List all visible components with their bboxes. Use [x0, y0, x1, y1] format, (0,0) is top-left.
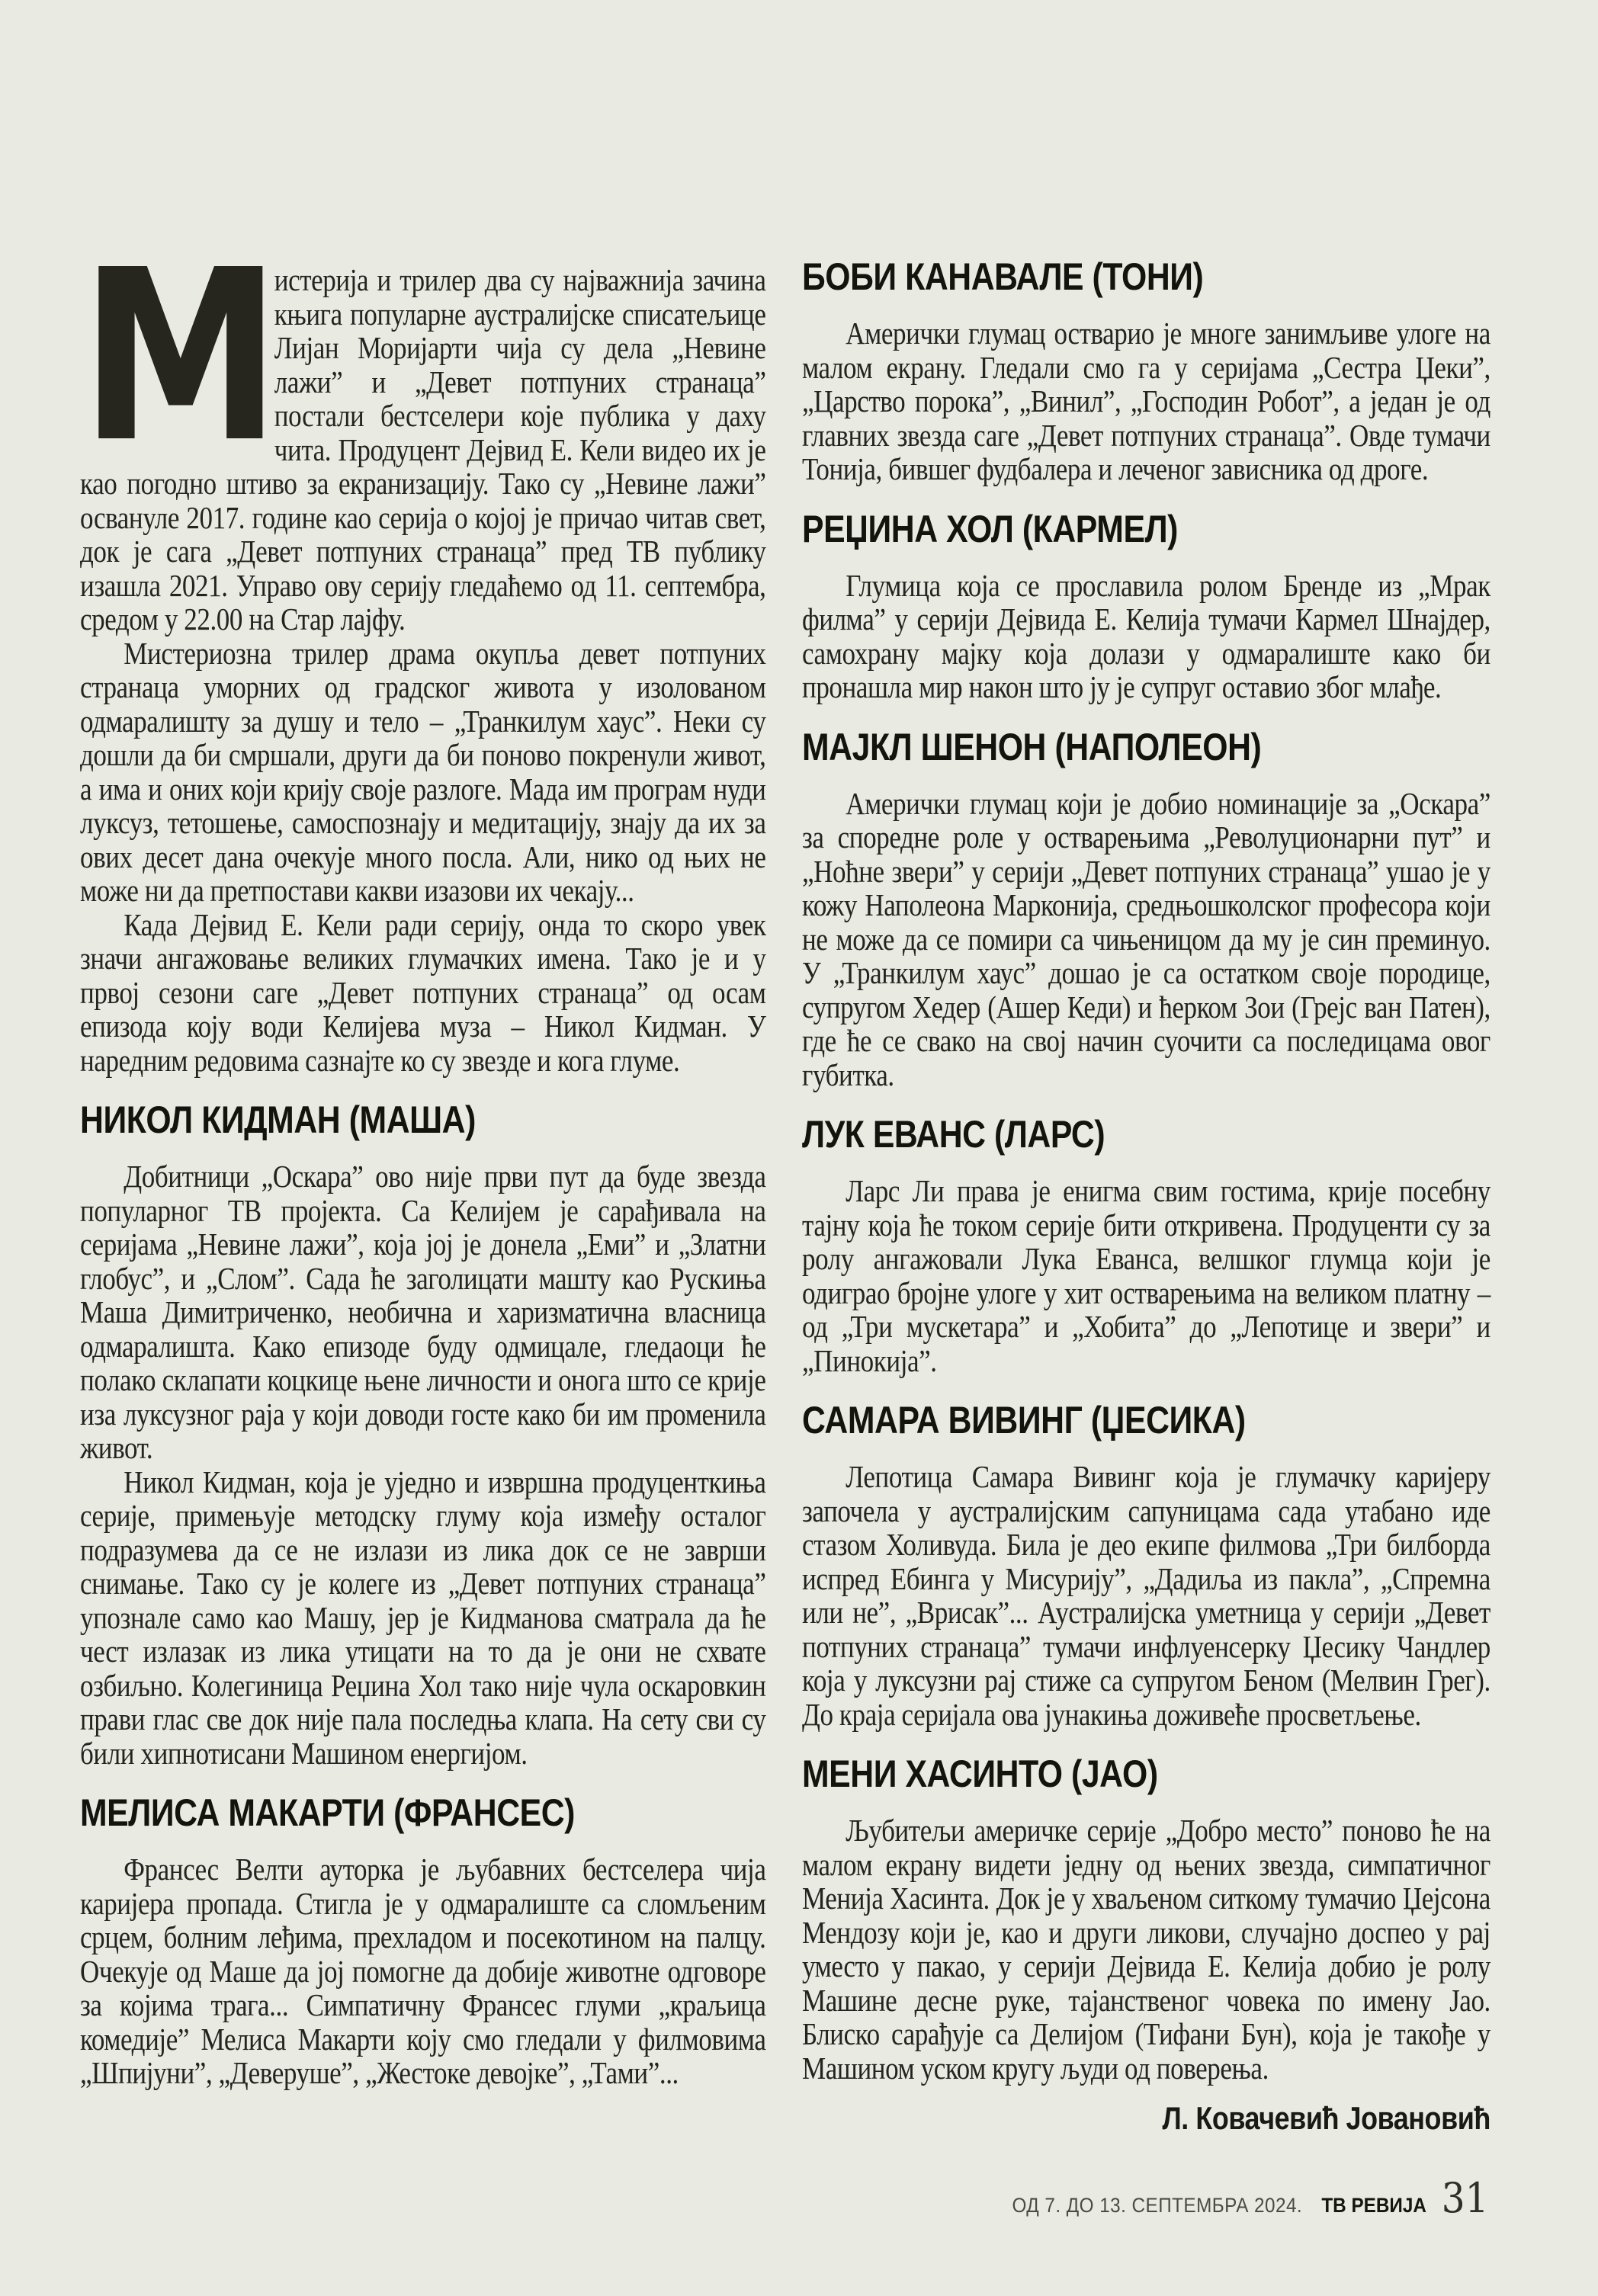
lead-text: истерија и трилер два су најважнија зачина књига популарне аустралијске списатељице Лијан Моријарти чија су дела „Невине лажи” и „Девет потпуних странаца” постали бестселери које публика у даху чита. Продуцент Дејвид Е. Кели видео их је као погодно штиво за екранизацију. Тако су „Невине лажи” освануле 2017. године као серија о којој је причао читав свет, док је сага „Девет потпуних странаца” пред ТВ публику изашла 2021. Управо ову серију гледаћемо од 11. септембра, средом у 22.00 на Стар лајфу. [80, 262, 766, 637]
drop-cap-letter: М [80, 220, 281, 495]
section-heading: ЛУК ЕВАНС (ЛАРС) [802, 1113, 1105, 1156]
right-sections [802, 257, 1491, 2085]
section-paragraph: Амерички глумац остварио је многе занимљиве улоге на малом екрану. Гледали смо га у серијама „Сестра Џеки”, „Царство порока”, „Винил”, „Господин Робот”, а један је од главних звезда саге „Девет потпуних странаца”. Овде тумачи Тонија, бившег фудбалера и леченог зависника од дроге. [802, 316, 1491, 486]
section-paragraph: Ларс Ли права је енигма свим гостима, крије посебну тајну која ће током серије бити откривена. Продуценти су за ролу ангажовали Лука Еванса, велшког глумца који је одиграо бројне улоге у хит остварењима на великом платну – од „Три мускетара” и „Хобита” до „Лепотице и звери” и „Пинокија”. [802, 1173, 1491, 1378]
section-heading: МЕНИ ХАСИНТО (ЈАО) [802, 1752, 1158, 1795]
footer-magazine-name: ТВ РЕВИЈА [1321, 2194, 1427, 2217]
section-heading: НИКОЛ КИДМАН (МАША) [80, 1098, 476, 1141]
footer-issue-dates: ОД 7. ДО 13. СЕПТЕМБРА 2024. [1012, 2194, 1303, 2217]
section-paragraph: Никол Кидман, која је уједно и извршна продуценткиња серије, примењује методску глуму која између осталог подразумева да се не излази из лика док се не заврши снимање. Тако су је колеге из „Девет потпуних странаца” упознале само као Машу, јер је Кидманова сматрала да ће чест излазак из лика утицати на то да је они не схвате озбиљно. Колегиница Реџина Хол тако није чула оскаровкин прави глас све док није пала последња клапа. На сету сви су били хипнотисани Машином енергијом. [80, 1464, 766, 1771]
lead-paragraph [80, 220, 766, 637]
section-heading: САМАРА ВИВИНГ (ЏЕСИКА) [802, 1399, 1246, 1441]
section-heading: МЕЛИСА МАКАРТИ (ФРАНСЕС) [80, 1791, 575, 1834]
drop-cap [80, 220, 281, 495]
section-heading: РЕЏИНА ХОЛ (КАРМЕЛ) [802, 507, 1178, 550]
right-column [802, 234, 1492, 2137]
right-column-content [802, 234, 1491, 2137]
left-column [80, 220, 766, 2090]
intro-paragraph: Мистериозна трилер драма окупља девет потпуних странаца уморних од градског живота у изолованом одмаралишту за душу и тело – „Транкилум хаус”. Неки су дошли да би смршали, други да би поново покренули живот, а има и оних који крију своје разлоге. Мада им програм нуди луксуз, тетошење, самоспознају и медитацију, знају да их за ових десет дана очекује много посла. Али, нико од њих не може ни да претпостави какви изазови их чекају... [80, 635, 766, 908]
section-heading: МАЈКЛ ШЕНОН (НАПОЛЕОН) [802, 725, 1262, 768]
section-paragraph: Лепотица Самара Вивинг која је глумачку каријеру започела у аустралијским сапуницама сада утабано иде стазом Холивуда. Била је део екипе филмова „Три билборда испред Ебинга у Мисурију”, „Дадиља из пакла”, „Спремна или не”, „Врисак”... Аустралијска уметница у серији „Девет потпуних странаца” тумачи инфлуенсерку Џесику Чандлер која у луксузни рај стиже са супругом Беном (Мелвин Грег). До краја серијала ова јунакиња доживеће просветљење. [802, 1459, 1491, 1732]
intro-paragraph: Када Дејвид Е. Кели ради серију, онда то скоро увек значи ангажовање великих глумачких имена. Тако је и у првој сезони саге „Девет потпуних странаца” од осам епизода коју води Келијева муза – Никол Кидман. У наредним редовима сазнајте ко су звезде и кога глуме. [80, 906, 766, 1078]
page-footer [1012, 2174, 1489, 2222]
section-paragraph: Добитници „Оскара” ово није први пут да буде звезда популарног ТВ пројекта. Са Келијем је сарађивала на серијама „Невине лажи”, која јој је донела „Еми” и „Златни глобус”, и „Слом”. Сада ће заголицати машту као Рускиња Маша Димитриченко, необична и харизматична власница одмаралишта. Како епизоде буду одмицале, гледаоци ће полако склапати коцкице њене личности и онога што се крије иза луксузног раја у који доводи госте како би им променила живот. [80, 1159, 766, 1465]
left-column-content [80, 220, 766, 2090]
footer-page-number: 31 [1442, 2174, 1489, 2222]
section-paragraph: Амерички глумац који је добио номинације за „Оскара” за споредне роле у остварењима „Револуционарни пут” и „Ноћне звери” у серији „Девет потпуних странаца” ушао је у кожу Наполеона Марконија, средњошколског професора који не може да се помири са чињеницом да му је син преминуо. У „Транкилум хаус” дошао је са остатком своје породице, супругом Хедер (Ашер Кеди) и ћерком Зои (Грејс ван Патен), где ће се свако на свој начин суочити са последицама овог губитка. [802, 785, 1491, 1092]
byline: Л. Ковачевић Јовановић [1162, 2100, 1491, 2136]
section-paragraph: Љубитељи америчке серије „Добро место” поново ће на малом екрану видети једну од њених звезда, симпатичног Менија Хасинта. Док је у хваљеном ситкому тумачио Џејсона Мендозу који је, као и други ликови, случајно доспео у рај уместо у пакао, у серији Дејвида Е. Келија добио је ролу Машине десне руке, тајанственог човека по имену Јао. Блиско сарађује са Делијом (Тифани Бун), која је такође у Машином уском кругу људи од поверења. [802, 1813, 1491, 2086]
section-heading: БОБИ КАНАВАЛЕ (ТОНИ) [802, 255, 1204, 298]
section-paragraph: Франсес Велти ауторка је љубавних бестселера чија каријера пропада. Стигла је у одмаралиште са сломљеним срцем, болним леђима, прехладом и посекотином на палцу. Очекује од Маше да јој помогне да добије животне одговоре за којима трага... Симпатичну Франсес глуми „краљица комедије” Мелиса Макарти коју смо гледали у филмовима „Шпијуни”, „Деверуше”, „Жестоке девојке”, „Тами”... [80, 1852, 766, 2090]
left-sections [80, 1100, 765, 2090]
section-paragraph: Глумица која се прославила ролом Бренде из „Мрак филма” у серији Дејвида Е. Келија тумачи Кармел Шнајдер, самохрану мајку која долази у одмаралиште како би пронашла мир након што ју је супруг оставио због млађе. [802, 567, 1491, 704]
